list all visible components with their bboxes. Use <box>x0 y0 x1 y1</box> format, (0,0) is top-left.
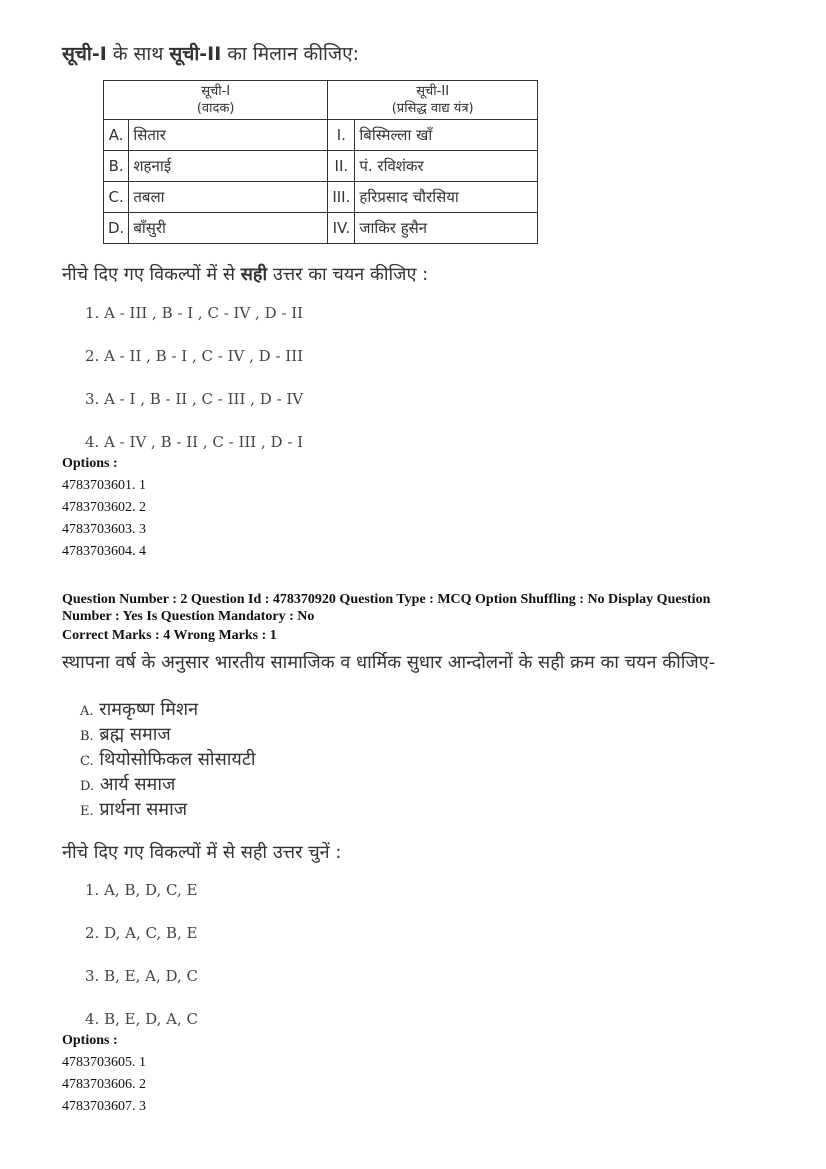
item-text: आर्य समाज <box>99 774 176 795</box>
heading-text: के साथ <box>106 43 170 65</box>
q1-option-code: 4783703601. 1 <box>62 478 146 493</box>
q2-instruction: नीचे दिए गए विकल्पों में से सही उत्तर चुनें : <box>62 842 342 863</box>
q1-options-label <box>62 456 118 472</box>
list1-title: सूची-I <box>201 84 231 99</box>
item-letter: E. <box>80 804 94 819</box>
q2-item <box>80 797 187 821</box>
item-letter: A. <box>80 704 94 719</box>
q2-question: स्थापना वर्ष के अनुसार भारतीय सामाजिक व धार्मिक सुधार आन्दोलनों के सही क्रम का चयन कीजिए- <box>62 652 716 673</box>
q2-item <box>80 747 256 771</box>
row-key: IV. <box>328 213 355 244</box>
instruction-text: नीचे दिए गए विकल्पों में से <box>62 264 241 285</box>
q2-marks <box>62 628 277 644</box>
list1-subtitle: (वादक) <box>196 101 235 116</box>
row-value: जाकिर हुसैन <box>355 213 538 244</box>
row-value: बाँसुरी <box>129 213 328 244</box>
instruction-emphasis: सही <box>240 264 268 285</box>
row-key: III. <box>328 182 355 213</box>
row-value: पं. रविशंकर <box>355 151 538 182</box>
instruction-text: उत्तर का चयन कीजिए : <box>267 264 429 285</box>
item-letter: D. <box>80 779 95 794</box>
item-letter: B. <box>80 729 94 744</box>
meta-text: Question Number : 2 Question Id : 478370920 Question Type : MCQ Option Shuffling : No Display Question <box>62 592 711 607</box>
q1-choice-2: 2. A - II , B - I , C - IV , D - III <box>85 347 304 365</box>
item-text: प्रार्थना समाज <box>99 799 188 820</box>
list2-title: सूची-II <box>416 84 450 99</box>
q1-option-code: 4783703602. 2 <box>62 500 146 515</box>
table-row <box>104 120 538 151</box>
marks-text: Correct Marks : 4 Wrong Marks : 1 <box>62 628 277 643</box>
row-key: B. <box>104 151 129 182</box>
list2-subtitle: (प्रसिद्ध वाद्य यंत्र) <box>391 101 474 116</box>
options-label: Options : <box>62 1033 118 1048</box>
row-key: I. <box>328 120 355 151</box>
q2-choice-1: 1. A, B, D, C, E <box>85 881 198 899</box>
row-value: तबला <box>129 182 328 213</box>
heading-text: का मिलान कीजिए: <box>221 43 359 65</box>
row-key: A. <box>104 120 129 151</box>
q2-meta-line1 <box>62 592 710 608</box>
q2-option-code: 4783703605. 1 <box>62 1055 146 1070</box>
item-letter: C. <box>80 754 94 769</box>
table-row <box>104 213 538 244</box>
q2-item <box>80 697 198 721</box>
row-key: II. <box>328 151 355 182</box>
table-row <box>104 182 538 213</box>
options-label: Options : <box>62 456 118 471</box>
list2-ref: सूची-II <box>169 43 222 65</box>
row-value: बिस्मिल्ला खाँ <box>355 120 538 151</box>
match-table <box>103 80 538 244</box>
row-value: सितार <box>129 120 328 151</box>
table-header-row <box>104 81 538 120</box>
q1-choice-4: 4. A - IV , B - II , C - III , D - I <box>85 433 304 451</box>
list2-header <box>328 81 538 120</box>
q2-meta-line2 <box>62 609 314 625</box>
table-row <box>104 151 538 182</box>
item-text: थियोसोफिकल सोसायटी <box>99 749 256 770</box>
list1-ref: सूची-I <box>62 43 107 65</box>
q1-option-code: 4783703603. 3 <box>62 522 146 537</box>
q1-choice-1: 1. A - III , B - I , C - IV , D - II <box>85 304 304 322</box>
q2-choice-2: 2. D, A, C, B, E <box>85 924 198 942</box>
q2-choice-3: 3. B, E, A, D, C <box>85 967 198 985</box>
q2-choice-4: 4. B, E, D, A, C <box>85 1010 198 1028</box>
q2-option-code: 4783703606. 2 <box>62 1077 146 1092</box>
q2-option-code: 4783703607. 3 <box>62 1099 146 1114</box>
q2-item <box>80 772 175 796</box>
row-value: हरिप्रसाद चौरसिया <box>355 182 538 213</box>
q1-option-code: 4783703604. 4 <box>62 544 146 559</box>
item-text: रामकृष्ण मिशन <box>99 699 199 720</box>
q1-heading <box>62 40 359 66</box>
q2-item <box>80 722 171 746</box>
row-key: C. <box>104 182 129 213</box>
row-value: शहनाई <box>129 151 328 182</box>
q1-choice-3: 3. A - I , B - II , C - III , D - IV <box>85 390 304 408</box>
list1-header <box>104 81 328 120</box>
meta-text: Number : Yes Is Question Mandatory : No <box>62 609 315 624</box>
q1-instruction <box>62 262 428 286</box>
q2-options-label <box>62 1033 118 1049</box>
row-key: D. <box>104 213 129 244</box>
item-text: ब्रह्म समाज <box>99 724 171 745</box>
